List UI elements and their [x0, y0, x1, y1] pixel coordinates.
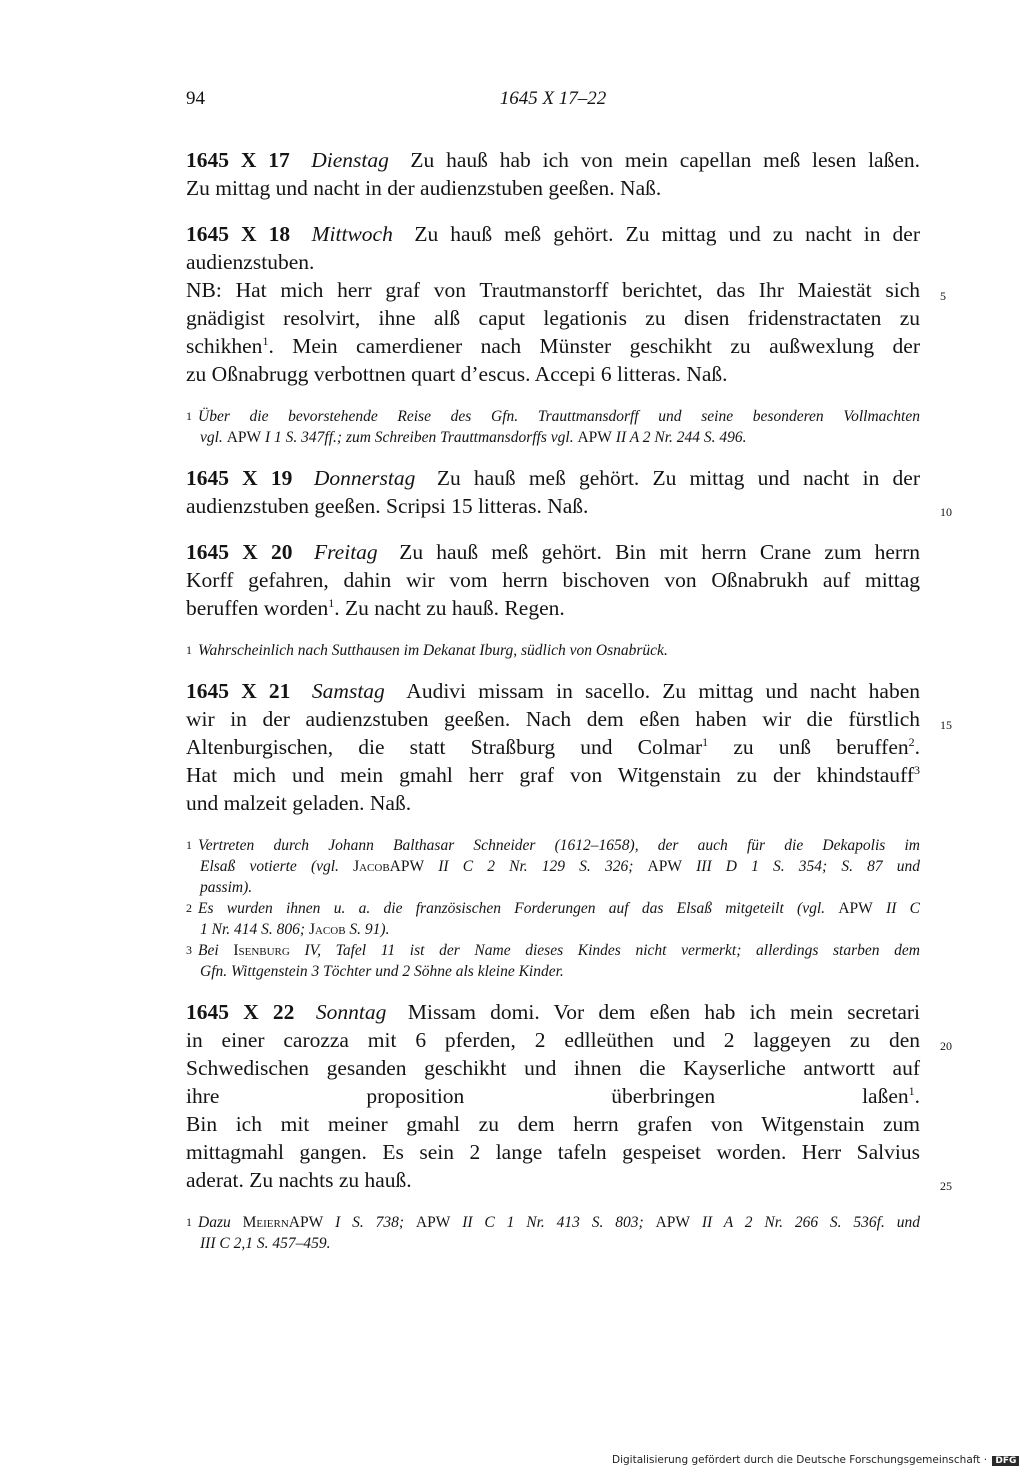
footnote-text: S. 87 und	[841, 858, 920, 875]
footnote-text: Jacob	[308, 921, 346, 938]
footnote-text: I 1 S. 347ff.; zum Schreiben Trauttmansdorffs vgl.	[261, 429, 578, 446]
footer-text: Digitalisierung gefördert durch die Deutsche Forschungsgemeinschaft ·	[612, 1454, 988, 1466]
footnote-text: vgl.	[200, 429, 227, 446]
entry-line	[186, 1026, 952, 1054]
entry-weekday: Mittwoch	[311, 222, 393, 246]
entry-line	[186, 761, 920, 789]
entry-text: Missam domi. Vor dem eßen hab ich mein secretari	[407, 1000, 920, 1024]
footnote-reference: 2	[908, 734, 915, 749]
footnote-text: S. 91).	[345, 921, 390, 938]
diary-entry	[186, 538, 920, 622]
footnote-text: III C 2,1 S. 457–459.	[200, 1235, 331, 1252]
footnote-text: Wahrscheinlich nach Sutthausen im Dekanat Iburg, südlich von Osnabrück.	[198, 642, 668, 659]
entry-line	[186, 1166, 952, 1194]
entry-line	[186, 566, 920, 594]
page-header	[186, 88, 920, 118]
footnote-reference: 1	[328, 595, 335, 610]
entry-date: 1645 X 18	[186, 222, 291, 246]
footnote-text: APW	[226, 429, 262, 446]
entry-line	[186, 1082, 920, 1110]
entry-text: Altenburgischen, die statt Straßburg und Colmar	[186, 735, 703, 759]
entry-line	[186, 146, 920, 174]
entry-text: audienzstuben geeßen. Scripsi 15 litteras. Naß.	[186, 494, 589, 518]
line-number: 5	[940, 289, 946, 303]
footnote-text: Isenburg	[233, 942, 290, 959]
diary-entry	[186, 677, 952, 817]
footnote-text: II C 2 Nr. 129 S. 326;	[424, 858, 648, 875]
footnote-text: Bei	[198, 942, 234, 959]
entry-weekday: Samstag	[311, 679, 385, 703]
footnote-text: APW	[577, 429, 612, 446]
footnote-text: IV, Tafel 11 ist der Name dieses Kindes nicht vermerkt; allerdings starben dem	[289, 942, 920, 959]
entry-text: und malzeit geladen. Naß.	[186, 791, 412, 815]
footnote-text: APW	[647, 858, 682, 875]
entry-text: gnädigist resolvirt, ihne alß caput legationis zu disen fridenstractaten zu	[186, 306, 920, 330]
footnote-reference: 1	[908, 1083, 915, 1098]
entry-line	[186, 248, 920, 276]
line-number: 15	[940, 718, 952, 732]
diary-entry	[186, 464, 952, 520]
entry-text: audienzstuben.	[186, 250, 315, 274]
entry-text: wir in der audienzstuben geeßen. Nach dem eßen haben wir die fürstlich	[186, 707, 920, 731]
footnote-number: 1	[186, 838, 192, 852]
footnotes	[186, 406, 920, 448]
entry-line	[186, 1138, 920, 1166]
entry-date: 1645 X 22	[186, 1000, 295, 1024]
footnote-text: Gfn. Wittgenstein 3 Töchter und 2 Söhne als kleine Kinder.	[200, 963, 564, 980]
footnote-text: APW	[415, 1214, 451, 1231]
entry-text: Schwedischen gesanden geschikht und ihnen die Kayserliche antwortt auf	[186, 1056, 920, 1080]
entry-text: .	[914, 1084, 920, 1108]
dfg-logo-icon: DFG	[992, 1456, 1019, 1466]
footnote-line	[186, 406, 920, 427]
footnote-reference: 1	[262, 333, 269, 348]
footnote-text: Meiern	[242, 1214, 289, 1231]
footnote-line	[186, 640, 920, 661]
footnote-text: II C 1 Nr. 413 S. 803;	[450, 1214, 656, 1231]
page-number: 94	[186, 88, 205, 109]
running-head: 1645 X 17–22	[499, 88, 607, 109]
footnote-text: APW	[288, 1214, 324, 1231]
entry-weekday: Freitag	[313, 540, 378, 564]
footnote-line	[186, 961, 920, 982]
footnote-line	[186, 877, 920, 898]
footnote-text: APW	[389, 858, 425, 875]
entry-line	[186, 705, 952, 733]
footnote-number: 1	[186, 643, 192, 657]
entry-line	[186, 360, 920, 388]
entry-text: aderat. Zu nachts zu hauß.	[186, 1168, 412, 1192]
footnote-line	[186, 835, 920, 856]
digitization-footer	[612, 1454, 1019, 1466]
footnotes	[186, 640, 920, 661]
entry-text: Zu hauß meß gehört. Bin mit herrn Crane zum herrn	[399, 540, 920, 564]
line-number: 20	[940, 1039, 952, 1053]
entry-date: 1645 X 20	[186, 540, 293, 564]
footnote-text: Vertreten durch Johann Balthasar Schneider (1612–1658), der auch für die Dekapolis im	[198, 837, 920, 854]
entry-text: Zu hauß meß gehört. Zu mittag und nacht in der	[436, 466, 920, 490]
entry-text: schikhen	[186, 334, 263, 358]
footnote-text: II A 2 Nr. 266 S. 536f. und	[689, 1214, 920, 1231]
entry-text: NB: Hat mich herr graf von Trautmanstorff berichtet, das Ihr Maiestät sich	[186, 278, 920, 302]
entry-line	[186, 492, 952, 520]
entry-text: zu unß beruffen	[708, 735, 909, 759]
footnote-number: 1	[186, 409, 192, 423]
footnotes	[186, 1212, 920, 1254]
entry-line	[186, 276, 946, 304]
footnote-text: passim).	[200, 879, 253, 896]
diary-entry	[186, 220, 946, 388]
entry-text: Zu hauß hab ich von mein capellan meß lesen laßen.	[410, 148, 921, 172]
entry-text: beruffen worden	[186, 596, 329, 620]
line-number: 10	[940, 505, 952, 519]
footnote-text: APW	[838, 900, 873, 917]
footnote-line	[186, 1212, 920, 1233]
entry-date: 1645 X 21	[186, 679, 291, 703]
footnote-text: 1 Nr. 414 S. 806;	[200, 921, 309, 938]
entry-text: zu Oßnabrugg verbottnen quart d’escus. Accepi 6 litteras. Naß.	[186, 362, 728, 386]
entry-text: Hat mich und mein gmahl herr graf von Witgenstain zu der khindstauff	[186, 763, 914, 787]
entry-line	[186, 332, 920, 360]
entry-line	[186, 1110, 920, 1138]
footnote-text: Elsaß votierte (vgl.	[200, 858, 354, 875]
footnote-text: III D 1 S. 354;	[681, 858, 842, 875]
footnotes	[186, 835, 920, 982]
footnote-line	[186, 919, 920, 940]
diary-content	[186, 146, 952, 1270]
entry-line	[186, 464, 920, 492]
entry-text: Audivi missam in sacello. Zu mittag und nacht haben	[406, 679, 920, 703]
footnote-text: Über die bevorstehende Reise des Gfn. Trauttmansdorff und seine besonderen Vollmachten	[198, 408, 920, 425]
entry-line	[186, 220, 920, 248]
entry-text: . Mein camerdiener nach Münster geschikht zu außwexlung der	[268, 334, 920, 358]
entry-line	[186, 304, 920, 332]
entry-text: . Zu nacht zu hauß. Regen.	[334, 596, 565, 620]
entry-line	[186, 594, 920, 622]
entry-line	[186, 733, 920, 761]
entry-line	[186, 1054, 920, 1082]
footnote-line	[186, 1233, 920, 1254]
entry-weekday: Donnerstag	[313, 466, 416, 490]
entry-line	[186, 789, 920, 817]
entry-weekday: Sonntag	[315, 1000, 387, 1024]
footnote-line	[186, 856, 920, 877]
footnote-reference: 3	[914, 762, 920, 777]
diary-entry	[186, 998, 952, 1194]
entry-text: Zu hauß meß gehört. Zu mittag und zu nacht in der	[414, 222, 920, 246]
line-number: 25	[940, 1179, 952, 1193]
footnote-text: II C	[872, 900, 921, 917]
entry-line	[186, 538, 920, 566]
entry-text: .	[914, 735, 921, 759]
footnote-number: 1	[186, 1215, 192, 1229]
entry-text: ihre proposition überbringen laßen	[186, 1084, 909, 1108]
footnote-text: Dazu	[198, 1214, 243, 1231]
footnote-text: Jacob	[353, 858, 390, 875]
entry-text: Bin ich mit meiner gmahl zu dem herrn grafen von Witgenstain zum	[186, 1112, 920, 1136]
footnote-line	[186, 898, 920, 919]
footnote-reference: 1	[702, 734, 709, 749]
entry-date: 1645 X 17	[186, 148, 290, 172]
footnote-text: II A 2 Nr. 244 S. 496.	[611, 429, 747, 446]
entry-weekday: Dienstag	[311, 148, 389, 172]
entry-text: mittagmahl gangen. Es sein 2 lange tafeln gespeiset worden. Herr Salvius	[186, 1140, 920, 1164]
footnote-number: 3	[186, 943, 192, 957]
footnote-number: 2	[186, 901, 192, 915]
footnote-text: I S. 738;	[323, 1214, 416, 1231]
entry-line	[186, 174, 920, 202]
entry-date: 1645 X 19	[186, 466, 293, 490]
footnote-text: Es wurden ihnen u. a. die französischen Forderungen auf das Elsaß mitgeteilt (vgl.	[198, 900, 839, 917]
footnote-line	[186, 427, 920, 448]
entry-line	[186, 998, 920, 1026]
entry-text: Korff gefahren, dahin wir vom herrn bischoven von Oßnabrukh auf mittag	[186, 568, 920, 592]
footnote-line	[186, 940, 920, 961]
entry-text: in einer carozza mit 6 pferden, 2 edlleüthen und 2 laggeyen zu den	[186, 1028, 920, 1052]
entry-text: Zu mittag und nacht in der audienzstuben geeßen. Naß.	[186, 176, 662, 200]
entry-line	[186, 677, 920, 705]
footnote-text: APW	[655, 1214, 690, 1231]
diary-entry	[186, 146, 920, 202]
